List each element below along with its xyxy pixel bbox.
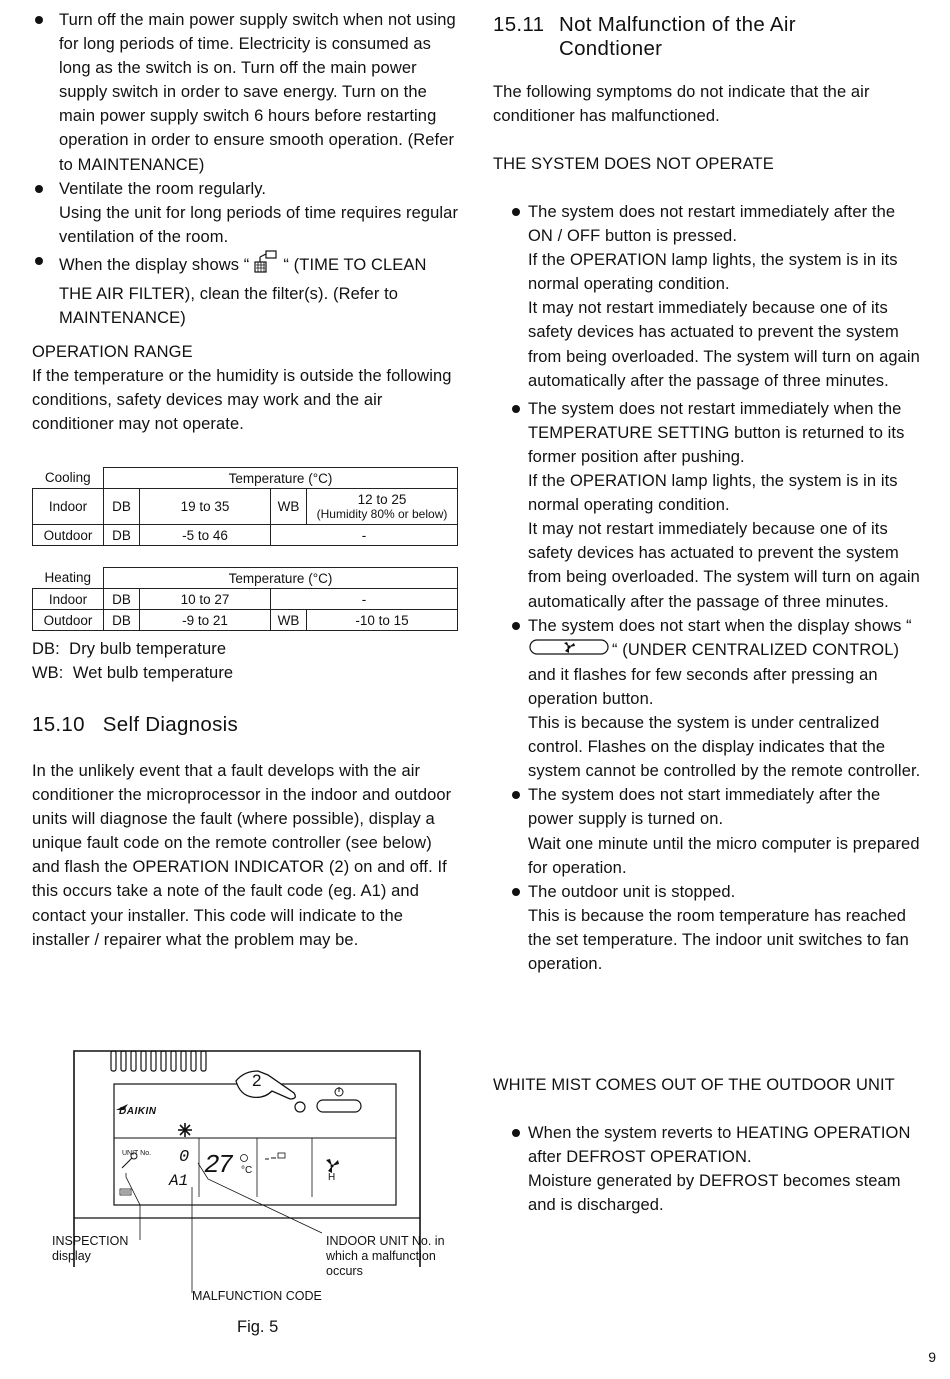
temperature-value: 27 [204,1150,232,1180]
heating-outdoor-wb: WB [271,610,307,631]
centralized-text-post: “ (UNDER CENTRALIZED CONTROL) and it flashes for few seconds after pressing an operation button. [528,640,900,708]
cooling-table [32,467,458,546]
symptom-main [493,614,923,711]
heating-outdoor-wb-range: -10 to 15 [307,610,458,631]
fan-speed-label: H [328,1172,336,1183]
section-15-11-title-line-1: Not Malfunction of the Air [559,13,796,36]
unit-no-label: UNIT No. [122,1150,152,1157]
cooling-indoor-wb: WB [271,489,307,525]
energy-tips-list [32,8,462,330]
filter-text-pre: When the display shows “ [59,255,250,274]
cooling-outdoor-db: DB [104,525,140,546]
symptom-main: The system does not start immediately after the power supply is turned on. [493,783,923,831]
symptom-item [493,200,923,393]
db-definition: DB: Dry bulb temperature [32,640,227,658]
heating-outdoor-label: Outdoor [33,610,104,631]
symptom-detail: This is because the room temperature has reached the set temperature. The indoor unit switches to fan operation. [528,906,909,973]
bullet-ventilate: Ventilate the room regularly. [32,177,462,201]
heating-outdoor-db: DB [104,610,140,631]
section-15-11-number: 15.11 [493,13,545,36]
heating-indoor-wb-range: - [271,589,458,610]
page-number: 9 [928,1349,936,1365]
symptom-item [493,397,923,614]
self-diagnosis-text: In the unlikely event that a fault develops with the air conditioner the microprocessor in the indoor and outdoor units will diagnose the fault (where possible), display a unique fault code on the remote controller (see below) and flash the OPERATION INDICATOR (2) on and off. If this occurs take a note of the fault code (eg. A1) and contact your installer. This code will indicate to the installer / repairer what the problem may be. [32,762,452,949]
figure-caption: Fig. 5 [237,1318,279,1336]
heating-table [32,567,458,631]
wb-definition: WB: Wet bulb temperature [32,664,234,682]
heading-white-mist: WHITE MIST COMES OUT OF THE OUTDOOR UNIT [493,1076,895,1094]
symptom-detail: This is because the system is under centralized control. Flashes on the display indicates that the system cannot be controlled by the remote controller. [528,714,921,781]
heating-temp-header: Temperature (°C) [104,568,458,589]
cooling-indoor-wb-range: 12 to 25 [357,492,407,507]
cooling-humidity-note: (Humidity 80% or below) [316,507,448,521]
bullet-filter [32,249,462,330]
filter-sign-icon [249,249,283,282]
cooling-temp-header: Temperature (°C) [104,468,458,489]
symptom-main: The outdoor unit is stopped. [493,880,923,904]
cooling-indoor-wb-cell [307,489,458,525]
section-15-10-heading: 15.10 Self Diagnosis [32,713,239,736]
symptom-item [493,783,923,879]
filter-text-post: “ (TIME TO CLEAN THE AIR FILTER), clean the filter(s). (Refer to MAINTENANCE) [59,255,427,328]
operation-range-heading: OPERATION RANGE [32,343,193,361]
operation-range-text: If the temperature or the humidity is outside the following conditions, safety devices may work and the air conditioner may not operate. [32,367,452,434]
cooling-indoor-db: DB [104,489,140,525]
ventilate-detail: Using the unit for long periods of time requires regular ventilation of the room. [59,203,459,246]
inspection-display-label: INSPECTION display [52,1234,129,1263]
malfunction-code-label: MALFUNCTION CODE [192,1289,322,1303]
symptom-detail: If the OPERATION lamp lights, the system is in its normal operating condition. [528,251,898,294]
callout-number: 2 [252,1071,262,1090]
cooling-indoor-db-range: 19 to 35 [140,489,271,525]
heading-system-not-operate: THE SYSTEM DOES NOT OPERATE [493,155,774,173]
symptom-item [493,614,923,784]
heating-outdoor-db-range: -9 to 21 [140,610,271,631]
symptom-item [493,880,923,976]
symptom-detail-2: It may not restart immediately because one of its safety devices has actuated to prevent the system from being overloaded. The system will turn on again automatically after the passage of three minutes. [528,299,920,390]
cooling-outdoor-db-range: -5 to 46 [140,525,271,546]
unit-no-value: 0 [179,1148,190,1167]
cooling-outdoor-wb-range: - [271,525,458,546]
fault-code-display: A1 [169,1172,189,1190]
cooling-indoor-label: Indoor [33,489,104,525]
centralized-control-icon [528,638,612,663]
section-15-11-title-line-2: Condtioner [559,37,663,60]
brand-logo: DAIKIN [119,1106,157,1117]
remote-controller-figure [32,1045,462,1345]
heating-indoor-db: DB [104,589,140,610]
symptom-detail: If the OPERATION lamp lights, the system is in its normal operating condition. [528,472,898,515]
cooling-outdoor-label: Outdoor [33,525,104,546]
white-mist-item [493,1121,923,1217]
symptom-detail-2: It may not restart immediately because one of its safety devices has actuated to prevent the system from being overloaded. The system will turn on again automatically after the passage of three minutes. [528,520,920,611]
heating-title: Heating [44,570,92,586]
symptom-main: The system does not restart immediately when the TEMPERATURE SETTING button is returned to its former position after pushing. [493,397,923,469]
symptom-list [493,200,923,976]
white-mist-detail: Moisture generated by DEFROST becomes steam and is discharged. [528,1172,901,1215]
heating-indoor-label: Indoor [33,589,104,610]
symptom-main: The system does not restart immediately after the ON / OFF button is pressed. [493,200,923,248]
bullet-power-supply: Turn off the main power supply switch when not using for long periods of time. Electricity is consumed as long as the switch is on. Turn off the main power supply switch in order to save energy. Turn on the main power supply switch 6 hours before restarting operation in order to ensure smooth operation. (Refer to MAINTENANCE) [32,8,462,177]
intro-text: The following symptoms do not indicate that the air conditioner has malfunctioned. [493,83,870,126]
symptom-detail: Wait one minute until the micro computer is prepared for operation. [528,834,920,877]
heating-indoor-db-range: 10 to 27 [140,589,271,610]
cooling-title: Cooling [44,470,91,486]
white-mist-main: When the system reverts to HEATING OPERATION after DEFROST OPERATION. [493,1121,923,1169]
temperature-unit: °C [241,1165,253,1176]
indoor-unit-label: INDOOR UNIT No. in which a malfunction occurs [326,1234,445,1278]
centralized-text-pre: The system does not start when the display shows “ [528,616,912,635]
